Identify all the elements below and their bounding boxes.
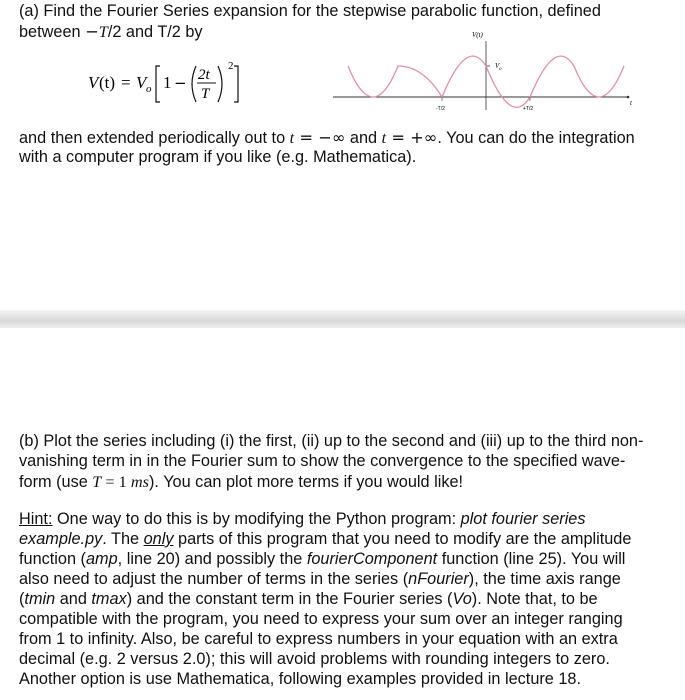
formula-left-paren (192, 66, 196, 102)
periodic-parabola-plot (330, 28, 640, 120)
hint-line-6 (19, 610, 679, 630)
math-ms: ms (130, 472, 150, 491)
text-span: ( (19, 590, 25, 608)
minus-sign: − (85, 22, 99, 41)
hint-line-9 (19, 670, 679, 690)
plot-x-axis-end-dot (627, 96, 630, 99)
text-span: and (345, 129, 382, 147)
hint-line-1 (19, 510, 679, 530)
plot-pos-half-label: +T/2 (523, 106, 534, 112)
hint-line-8 (19, 650, 679, 670)
math-t: t (381, 128, 387, 147)
hint-line-5 (19, 590, 679, 610)
text-span: ). Note that, to be (471, 590, 598, 608)
filename-italic: example.py (19, 530, 103, 548)
text-span: compatible with the program, you need to express your sum over an integer ranging (19, 610, 623, 628)
math-T: T (98, 22, 108, 41)
text-span: , line 20) and possibly the (117, 550, 307, 568)
code-amp: amp (85, 550, 118, 568)
text-span: and (55, 590, 92, 608)
text-span: ). You can plot more terms if you would like! (149, 473, 464, 491)
text-span: Another option is use Mathematica, following examples provided in lecture 18. (19, 670, 582, 688)
text-span: and then extended periodically out to (19, 129, 290, 147)
text-span: (b) Plot the series including (i) the first, (ii) up to the second and (iii) up to the third non- (19, 432, 644, 450)
plot-t-label: t (630, 99, 632, 107)
formula-right-paren (218, 66, 222, 102)
formula-numerator: 2t (198, 67, 210, 83)
hint-line-7 (19, 630, 679, 650)
formula-arg: (t) (99, 73, 116, 92)
text-span: also need to adjust the number of terms in the series ( (19, 570, 409, 588)
formula-minus: − (174, 74, 187, 92)
formula-right-bracket (234, 66, 238, 102)
piecewise-parabola-formula (88, 58, 268, 108)
part-b-line-2 (19, 452, 679, 472)
plot-y-axis-label: V(t) (472, 31, 483, 39)
part-a-line-3 (19, 128, 679, 149)
math-t: t (289, 128, 295, 147)
math-T: T (92, 472, 102, 491)
text-span: ) and the constant term in the Fourier series ( (126, 590, 453, 608)
text-span: from 1 to infinity. Also, be careful to express numbers in your equation with an extra (19, 630, 618, 648)
hint-line-2 (19, 530, 679, 550)
formula-one: 1 (163, 73, 172, 92)
hint-line-4 (19, 570, 679, 590)
text-span: between (19, 23, 86, 41)
text-span: function (line 25). You will (437, 550, 626, 568)
code-vo: Vo (452, 590, 472, 608)
formula-lhs: V (88, 73, 99, 92)
part-b-line-1 (19, 432, 679, 452)
text-span: One way to do this is by modifying the Python program: (52, 510, 461, 528)
math-equals-one: = 1 (101, 472, 131, 491)
plot-neg-half-label: -T/2 (436, 106, 445, 112)
code-tmax: tmax (91, 590, 127, 608)
text-span: vanishing term in in the Fourier sum to show the convergence to the specified wave- (19, 452, 626, 470)
text-span: decimal (e.g. 2 versus 2.0); this will avoid problems with rounding integers to zero. (19, 650, 610, 668)
formula-left-bracket (156, 66, 160, 102)
plot-v0-label: V (495, 62, 500, 70)
filename-italic: plot fourier series (460, 510, 586, 528)
math-pos-infinity: = +∞ (386, 128, 438, 147)
part-a-line-4 (19, 148, 679, 168)
formula-equals: = (121, 73, 131, 92)
text-span: with a computer program if you like (e.g. Mathematica). (19, 148, 417, 166)
code-tmin: tmin (24, 590, 56, 608)
text-span: and T/2 by (121, 23, 203, 41)
plot-v0-sub: o (499, 67, 502, 72)
part-a-text: (a) Find the Fourier Series expansion for the stepwise parabolic function, defined (19, 2, 601, 20)
text-span: . The (102, 530, 144, 548)
code-fouriercomponent: fourierComponent (306, 550, 438, 568)
emphasis-only: only (143, 530, 174, 548)
text-span: form (use (19, 473, 93, 491)
hint-label: Hint: (19, 510, 53, 528)
formula-denominator: T (201, 86, 210, 102)
formula-v0: V (136, 73, 147, 92)
section-divider (0, 310, 685, 328)
math-neg-infinity: = −∞ (294, 128, 346, 147)
text-span: ), the time axis range (468, 570, 621, 588)
part-a-line-1 (19, 2, 679, 22)
text-span: . You can do the integration (437, 129, 635, 147)
formula-exponent: 2 (228, 60, 234, 72)
text-span: parts of this program that you need to modify are the amplitude (173, 530, 632, 548)
hint-line-3 (19, 550, 679, 570)
formula-v0-sub: o (146, 83, 152, 95)
code-nfourier: nFourier (408, 570, 469, 588)
text-span: /2 (107, 23, 122, 41)
part-b-line-3 (19, 472, 679, 493)
text-span: function ( (19, 550, 86, 568)
